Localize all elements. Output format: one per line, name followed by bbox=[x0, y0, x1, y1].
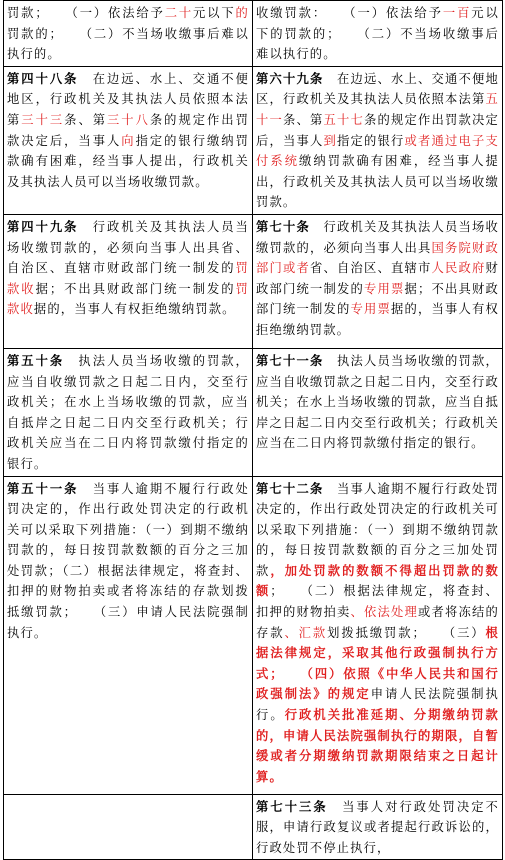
table-row bbox=[4, 348, 503, 476]
amended-text: 国务院财政部门或者 bbox=[256, 240, 499, 276]
table-row bbox=[4, 476, 503, 794]
provision-text: 罚款的； （二）不当场收缴事后难以执行的。 bbox=[7, 26, 249, 62]
new-law-cell bbox=[253, 1, 503, 67]
article-number: 第七十条 bbox=[256, 219, 311, 234]
article-number: 第四十八条 bbox=[7, 71, 79, 86]
new-law-cell bbox=[253, 476, 503, 794]
amended-text: 五十七 bbox=[323, 112, 365, 127]
old-law-cell bbox=[4, 476, 253, 794]
article-number: 第四十九条 bbox=[7, 219, 79, 234]
provision-text: 收缴罚款： （一）依法给予 bbox=[256, 6, 443, 20]
provision-text: 或者将冻结的存款 bbox=[256, 605, 499, 640]
amended-text: 专用票 bbox=[364, 281, 405, 296]
amended-text: 人民政府 bbox=[431, 261, 486, 276]
amended-text: 向 bbox=[121, 133, 136, 148]
table-row bbox=[4, 794, 503, 860]
provision-text: 据的，当事人有权拒绝缴纳罚款。 bbox=[256, 302, 499, 337]
amended-text: 的 bbox=[235, 6, 249, 20]
old-law-cell bbox=[4, 214, 253, 348]
law-comparison-table bbox=[3, 0, 503, 860]
provision-text: 财政部门统一制发的 bbox=[256, 261, 499, 296]
article-number: 第七十三条 bbox=[256, 799, 328, 814]
article-number: 第五十条 bbox=[7, 353, 65, 368]
old-law-cell bbox=[4, 794, 253, 860]
table-row bbox=[4, 214, 503, 348]
new-law-cell bbox=[253, 66, 503, 214]
provision-text: 划拨抵缴罚款； （三） bbox=[327, 625, 486, 640]
provision-text: 执法人员当场收缴的罚款，应当自收缴罚款之日起二日内，交至行政机关；在水上当场收缴的罚款，应当自抵岸之日起二日内交至行政机关；行政机关应当在二日内将罚款缴付指定的银行。 bbox=[7, 353, 249, 471]
provision-text: 据；不出具财政部门统一制发的 bbox=[35, 281, 236, 296]
amended-text: 行政机关批准延期、分期缴纳罚款的，申请人民法院强制执行的期限，自暂缓或者分期缴纳罚款期限结束之日起计算。 bbox=[256, 708, 499, 784]
old-law-cell bbox=[4, 1, 253, 67]
article-number: 第七十一条 bbox=[256, 353, 324, 368]
provision-text: 条的规定作出罚款决定后，当事人 bbox=[256, 112, 500, 148]
provision-text: 指定的银行缴纳罚款确有困难，经当事人提出，行政机关及其执法人员可以当场收缴罚款。 bbox=[7, 133, 250, 189]
amended-text: 专用票 bbox=[350, 302, 392, 317]
new-law-cell bbox=[253, 214, 503, 348]
provision-text: 当事人对行政处罚决定不服，申请行政复议或者提起行政诉讼的，行政处罚不停止执行， bbox=[256, 799, 499, 855]
amended-text: 、依法处理 bbox=[350, 605, 419, 620]
provision-text: ； （二）根据法律规定，将查封、扣押的财物拍卖 bbox=[256, 584, 499, 620]
amended-text: 五十一 bbox=[256, 92, 499, 127]
old-law-cell bbox=[4, 348, 253, 476]
provision-text: 条、第 bbox=[283, 112, 324, 127]
provision-text: 罚款； （一）依法给予 bbox=[7, 6, 165, 20]
amended-text: ，加处罚款的数额不得超出罚款的数额 bbox=[256, 563, 500, 599]
provision-text: 据的，当事人有权拒绝缴纳罚款。 bbox=[33, 302, 236, 317]
amended-text: 一百 bbox=[442, 6, 472, 20]
new-law-cell bbox=[253, 348, 503, 476]
amended-text: 三十八 bbox=[107, 112, 150, 127]
provision-text: 执法人员当场收缴的罚款，应当自收缴罚款之日起二日内，交至行政机关；在水上当场收缴的罚款，应当自抵岸之日起二日内交至行政机关；行政机关应当在二日内将罚款缴付指定的银行。 bbox=[256, 353, 499, 451]
article-number: 第五十一条 bbox=[7, 481, 79, 496]
provision-text: 申请人民法院强制执行。 bbox=[256, 687, 499, 723]
amended-text: 罚款收 bbox=[7, 281, 249, 317]
provision-text: 在边远、水上、交通不便地区，行政机关及其执法人员依照本法第 bbox=[256, 71, 499, 107]
table-row bbox=[4, 1, 503, 67]
provision-text: 省、自治区、直辖市 bbox=[310, 261, 432, 276]
provision-text: 当事人逾期不履行行政处罚决定的，作出行政处罚决定的行政机关可以采取下列措施：（一）到期不缴纳罚款的，每日按罚款数额的百分之三加处罚款；（二）根据法律规定，将查封、扣押的财物拍卖或者将冻结的存款划拨抵缴罚款； （三）申请人民法院强制执行。 bbox=[7, 481, 249, 640]
amended-text: 三十三 bbox=[21, 112, 65, 127]
amended-text: 根据法律规定，采取其他行政强制执行方式； （四）依照《中华人民共和国行政强制法》的规定 bbox=[256, 625, 499, 702]
provision-text: 当事人逾期不履行行政处罚决定的，作出行政处罚决定的行政机关可以采取下列措施：（一）到期不缴纳罚款的，每日按罚款数额的百分之三加处罚款 bbox=[256, 481, 499, 578]
table-row bbox=[4, 66, 503, 214]
provision-text: 条、第 bbox=[64, 112, 108, 127]
provision-text: 指定的银行 bbox=[337, 133, 405, 148]
amended-text: 罚款收 bbox=[7, 261, 249, 296]
provision-text: 条的规定作出罚款决定后，当事人 bbox=[7, 112, 250, 148]
amended-text: 二十 bbox=[164, 6, 194, 20]
provision-text: 缴纳罚款确有困难，经当事人提出，行政机关及其执法人员可以当场收缴罚款。 bbox=[256, 154, 499, 210]
provision-text: 元以下 bbox=[193, 6, 236, 20]
amended-text: 到 bbox=[323, 133, 338, 148]
article-number: 第七十二条 bbox=[256, 481, 324, 496]
new-law-cell bbox=[253, 794, 503, 860]
amended-text: 、汇款 bbox=[284, 625, 328, 640]
old-law-cell bbox=[4, 66, 253, 214]
provision-text: 在边远、水上、交通不便地区，行政机关及其执法人员依照本法第 bbox=[7, 71, 249, 127]
amended-text: 或者通过电子支付系统 bbox=[256, 133, 499, 169]
provision-text: 据；不出具财政部门统一制发的 bbox=[256, 281, 500, 317]
provision-text: 元以下的罚款的； （二）不当场收缴事后难以执行的。 bbox=[256, 6, 499, 62]
provision-text: 行政机关及其执法人员当场收缴罚款的，必须向当事人出具省、自治区、直辖市财政部门统一制发的 bbox=[7, 219, 249, 276]
article-number: 第六十九条 bbox=[256, 71, 324, 86]
provision-text: 行政机关及其执法人员当场收缴罚款的，必须向当事人出具 bbox=[256, 219, 499, 255]
